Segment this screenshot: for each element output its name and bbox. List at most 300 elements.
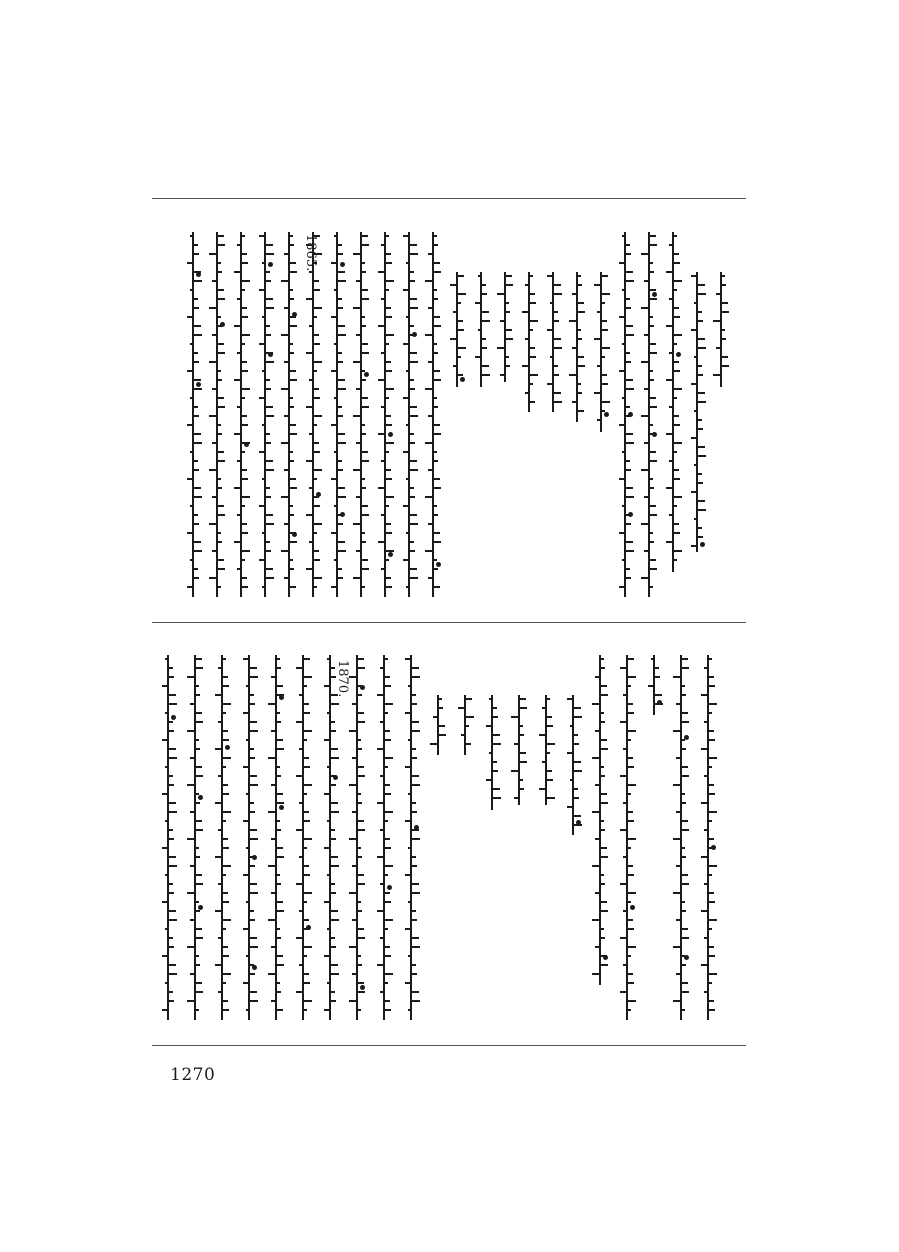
script-stroke: [314, 469, 322, 471]
script-stroke: [223, 739, 229, 741]
script-stroke: [277, 712, 280, 714]
script-stroke: [237, 568, 241, 570]
script-stroke: [259, 343, 265, 345]
script-stroke: [331, 370, 337, 372]
script-stroke: [698, 527, 702, 529]
script-stroke: [196, 1009, 199, 1011]
script-stroke: [434, 379, 441, 381]
punctuation-mark: [220, 322, 225, 327]
script-stroke: [412, 667, 419, 669]
script-stroke: [358, 928, 364, 930]
script-stroke: [405, 766, 411, 768]
script-stroke: [641, 415, 649, 417]
script-stroke: [602, 401, 610, 403]
script-stroke: [242, 280, 250, 282]
script-stroke: [410, 496, 415, 498]
script-stroke: [266, 433, 270, 435]
script-stroke: [223, 730, 228, 732]
script-stroke: [242, 505, 245, 507]
script-stroke: [626, 568, 630, 570]
script-stroke: [385, 973, 393, 975]
script-stroke: [281, 334, 289, 336]
script-stroke: [554, 401, 562, 403]
script-stroke: [626, 433, 633, 435]
script-stroke: [218, 316, 221, 318]
script-stroke: [622, 289, 625, 291]
script-stroke: [403, 451, 409, 453]
script-stroke: [425, 280, 433, 282]
script-stroke: [430, 743, 438, 745]
script-stroke: [331, 262, 337, 264]
script-stroke: [356, 280, 361, 282]
script-stroke: [722, 302, 728, 304]
script-stroke: [169, 973, 177, 975]
script-stroke: [262, 316, 265, 318]
script-stroke: [356, 496, 361, 498]
script-stroke: [243, 928, 249, 930]
script-stroke: [386, 280, 394, 282]
script-stroke: [704, 937, 708, 939]
script-stroke: [428, 361, 433, 363]
script-stroke: [698, 392, 705, 394]
script-stroke: [412, 856, 416, 858]
script-stroke: [338, 325, 345, 327]
script-stroke: [594, 284, 601, 286]
script-column: [545, 272, 561, 412]
script-stroke: [674, 451, 677, 453]
script-stroke: [410, 325, 414, 327]
script-stroke: [650, 352, 657, 354]
script-stroke: [385, 820, 388, 822]
script-stroke: [412, 838, 420, 840]
script-stroke: [331, 919, 339, 921]
script-stroke: [381, 298, 385, 300]
script-stroke: [218, 586, 221, 588]
script-stroke: [194, 253, 199, 255]
script-stroke: [597, 365, 601, 367]
script-stroke: [304, 1000, 312, 1002]
script-stroke: [304, 847, 307, 849]
script-stroke: [250, 829, 257, 831]
script-stroke: [304, 757, 309, 759]
script-stroke: [620, 829, 627, 831]
script-stroke: [650, 298, 657, 300]
script-stroke: [594, 338, 601, 340]
script-stroke: [304, 982, 310, 984]
script-stroke: [493, 734, 500, 736]
script-stroke: [284, 523, 289, 525]
script-stroke: [250, 775, 257, 777]
script-stroke: [493, 743, 501, 745]
script-column: [233, 232, 249, 597]
script-stroke: [619, 424, 625, 426]
script-stroke: [626, 406, 630, 408]
script-stroke: [215, 910, 222, 912]
script-stroke: [434, 244, 438, 246]
script-stroke: [242, 478, 248, 480]
script-stroke: [694, 302, 697, 304]
script-stroke: [628, 757, 633, 759]
script-stroke: [493, 788, 500, 790]
script-stroke: [691, 545, 697, 547]
script-stroke: [306, 406, 313, 408]
script-column: [209, 232, 225, 597]
script-stroke: [694, 518, 697, 520]
script-stroke: [338, 568, 342, 570]
script-stroke: [223, 946, 228, 948]
script-stroke: [277, 856, 284, 858]
script-stroke: [410, 388, 415, 390]
script-stroke: [439, 725, 445, 727]
script-stroke: [628, 901, 631, 903]
script-stroke: [698, 455, 706, 457]
script-stroke: [578, 338, 582, 340]
script-stroke: [595, 730, 600, 732]
script-stroke: [410, 568, 417, 570]
script-stroke: [377, 910, 384, 912]
script-stroke: [314, 550, 319, 552]
script-column: [187, 655, 203, 1020]
script-stroke: [386, 262, 392, 264]
script-stroke: [223, 811, 231, 813]
script-stroke: [623, 748, 627, 750]
script-stroke: [277, 874, 280, 876]
script-stroke: [196, 694, 200, 696]
script-stroke: [314, 316, 317, 318]
script-stroke: [650, 532, 653, 534]
script-stroke: [698, 482, 703, 484]
punctuation-mark: [340, 512, 345, 517]
script-column: [592, 655, 608, 985]
script-stroke: [578, 302, 584, 304]
script-stroke: [434, 532, 440, 534]
script-stroke: [698, 374, 703, 376]
punctuation-mark: [628, 512, 633, 517]
script-stroke: [385, 928, 388, 930]
script-stroke: [574, 797, 579, 799]
script-stroke: [187, 784, 195, 786]
script-stroke: [268, 703, 276, 705]
script-stroke: [410, 433, 414, 435]
script-stroke: [290, 379, 297, 381]
script-stroke: [623, 856, 627, 858]
script-stroke: [412, 775, 419, 777]
script-stroke: [674, 559, 677, 561]
script-stroke: [212, 442, 217, 444]
script-stroke: [314, 451, 320, 453]
script-stroke: [331, 721, 335, 723]
script-stroke: [385, 703, 393, 705]
script-stroke: [547, 383, 553, 385]
script-stroke: [450, 338, 457, 340]
script-stroke: [412, 919, 417, 921]
script-stroke: [290, 352, 294, 354]
script-stroke: [304, 676, 312, 678]
script-stroke: [530, 293, 535, 295]
script-stroke: [520, 698, 526, 700]
script-stroke: [194, 244, 198, 246]
script-stroke: [327, 766, 330, 768]
script-stroke: [169, 856, 176, 858]
script-stroke: [250, 838, 258, 840]
script-stroke: [304, 955, 307, 957]
script-stroke: [650, 460, 657, 462]
script-stroke: [277, 685, 283, 687]
script-stroke: [406, 316, 409, 318]
script-stroke: [304, 712, 310, 714]
script-stroke: [327, 658, 330, 660]
script-stroke: [331, 532, 337, 534]
script-stroke: [194, 307, 199, 309]
script-stroke: [212, 388, 217, 390]
script-stroke: [386, 307, 391, 309]
script-stroke: [650, 406, 657, 408]
script-stroke: [641, 307, 649, 309]
script-stroke: [386, 361, 391, 363]
script-stroke: [290, 451, 293, 453]
script-stroke: [242, 397, 245, 399]
script-column: [377, 232, 393, 597]
script-stroke: [304, 658, 310, 660]
script-stroke: [574, 743, 579, 745]
script-stroke: [194, 298, 198, 300]
script-stroke: [554, 284, 561, 286]
script-stroke: [434, 298, 438, 300]
script-stroke: [386, 343, 389, 345]
script-stroke: [378, 379, 385, 381]
script-stroke: [331, 757, 339, 759]
script-stroke: [277, 847, 283, 849]
script-stroke: [277, 658, 280, 660]
script-stroke: [196, 748, 200, 750]
script-stroke: [412, 676, 420, 678]
script-stroke: [709, 928, 712, 930]
script-stroke: [380, 667, 384, 669]
script-stem: [672, 232, 674, 572]
script-stroke: [601, 775, 605, 777]
script-stroke: [547, 752, 550, 754]
script-stroke: [223, 1000, 228, 1002]
script-stroke: [385, 946, 390, 948]
script-stroke: [570, 725, 573, 727]
script-stroke: [358, 739, 361, 741]
script-stroke: [290, 370, 296, 372]
script-stroke: [194, 388, 202, 390]
script-stroke: [410, 487, 414, 489]
script-stroke: [250, 694, 254, 696]
script-stroke: [434, 406, 438, 408]
punctuation-mark: [676, 352, 681, 357]
script-stroke: [290, 541, 297, 543]
script-stroke: [218, 667, 222, 669]
script-stroke: [650, 568, 657, 570]
script-stroke: [674, 424, 680, 426]
script-stroke: [259, 397, 265, 399]
script-stroke: [406, 586, 409, 588]
script-stroke: [334, 397, 337, 399]
script-stroke: [196, 721, 203, 723]
script-stroke: [331, 811, 339, 813]
script-stroke: [331, 1000, 336, 1002]
script-stroke: [434, 262, 440, 264]
script-stroke: [242, 289, 245, 291]
script-stroke: [250, 883, 257, 885]
script-stroke: [439, 698, 442, 700]
script-stroke: [493, 770, 498, 772]
script-stroke: [304, 739, 307, 741]
script-stroke: [165, 766, 168, 768]
script-stroke: [190, 757, 195, 759]
script-stroke: [243, 766, 249, 768]
script-stroke: [190, 559, 193, 561]
script-stroke: [550, 302, 553, 304]
script-stroke: [223, 685, 229, 687]
punctuation-mark: [340, 262, 345, 267]
script-stroke: [458, 329, 464, 331]
script-column: [619, 655, 635, 1020]
punctuation-mark: [460, 377, 465, 382]
script-stroke: [578, 410, 584, 412]
lower-text-block: [160, 655, 740, 1030]
script-stroke: [547, 329, 553, 331]
script-stroke: [408, 1009, 411, 1011]
script-stroke: [327, 820, 330, 822]
script-stroke: [434, 478, 440, 480]
script-stroke: [234, 541, 241, 543]
script-stroke: [626, 307, 631, 309]
script-stroke: [628, 955, 631, 957]
script-stroke: [266, 280, 271, 282]
script-stroke: [626, 334, 634, 336]
script-stroke: [428, 415, 433, 417]
script-stroke: [626, 271, 633, 273]
script-stroke: [619, 262, 625, 264]
script-stroke: [674, 289, 677, 291]
script-stroke: [385, 982, 388, 984]
script-stroke: [601, 712, 604, 714]
script-stroke: [377, 856, 384, 858]
script-stroke: [570, 779, 573, 781]
script-stroke: [554, 347, 562, 349]
script-stroke: [218, 568, 225, 570]
script-stroke: [602, 293, 610, 295]
script-stroke: [268, 811, 276, 813]
script-column: [305, 232, 321, 597]
script-stroke: [212, 280, 217, 282]
script-stroke: [358, 820, 364, 822]
script-stroke: [709, 730, 714, 732]
script-stroke: [650, 343, 656, 345]
punctuation-mark: [196, 272, 201, 277]
script-stroke: [628, 847, 631, 849]
script-stroke: [250, 937, 257, 939]
script-stroke: [386, 370, 392, 372]
script-stroke: [169, 1000, 174, 1002]
script-stroke: [482, 365, 489, 367]
script-stroke: [243, 982, 249, 984]
script-stroke: [410, 541, 414, 543]
script-stroke: [628, 892, 636, 894]
script-stroke: [281, 496, 289, 498]
script-stroke: [362, 586, 365, 588]
script-stroke: [218, 298, 225, 300]
script-stroke: [674, 343, 677, 345]
script-stroke: [601, 928, 604, 930]
script-stroke: [567, 698, 573, 700]
script-stroke: [592, 865, 600, 867]
script-stroke: [592, 973, 600, 975]
script-stroke: [331, 316, 337, 318]
script-stroke: [592, 919, 600, 921]
script-stroke: [453, 311, 457, 313]
script-stroke: [709, 766, 712, 768]
script-stroke: [530, 302, 536, 304]
script-stroke: [412, 730, 420, 732]
script-stroke: [385, 811, 393, 813]
script-stroke: [169, 937, 173, 939]
script-stroke: [594, 392, 601, 394]
script-stroke: [709, 757, 717, 759]
script-stroke: [362, 325, 366, 327]
script-stroke: [425, 550, 433, 552]
script-stroke: [334, 451, 337, 453]
script-stroke: [650, 487, 654, 489]
script-stroke: [709, 685, 715, 687]
script-stroke: [674, 532, 680, 534]
script-stroke: [190, 505, 193, 507]
script-stroke: [434, 433, 441, 435]
script-stroke: [237, 298, 241, 300]
script-stroke: [338, 442, 346, 444]
script-stroke: [304, 784, 312, 786]
script-stroke: [410, 271, 414, 273]
script-stroke: [266, 253, 274, 255]
script-stroke: [266, 460, 273, 462]
script-stroke: [299, 856, 303, 858]
script-stroke: [259, 505, 265, 507]
script-stroke: [304, 874, 310, 876]
script-stroke: [698, 446, 705, 448]
script-stroke: [324, 847, 330, 849]
script-stroke: [290, 514, 294, 516]
script-stroke: [674, 523, 679, 525]
script-stroke: [655, 694, 662, 696]
script-stroke: [304, 811, 309, 813]
script-stroke: [338, 433, 345, 435]
script-stroke: [314, 586, 317, 588]
script-stroke: [271, 676, 276, 678]
script-stroke: [362, 289, 368, 291]
script-stroke: [352, 757, 357, 759]
script-stroke: [358, 1009, 361, 1011]
script-stroke: [349, 946, 357, 948]
punctuation-mark: [268, 262, 273, 267]
script-stroke: [406, 370, 409, 372]
script-stroke: [554, 365, 558, 367]
script-stroke: [362, 352, 369, 354]
script-stroke: [169, 991, 173, 993]
script-stroke: [290, 343, 293, 345]
script-stroke: [486, 779, 492, 781]
script-stroke: [169, 694, 176, 696]
script-stroke: [466, 698, 472, 700]
script-stroke: [299, 964, 303, 966]
script-stroke: [209, 415, 217, 417]
script-stroke: [187, 586, 193, 588]
script-stroke: [704, 883, 708, 885]
script-stroke: [378, 271, 385, 273]
script-column: [281, 232, 297, 597]
